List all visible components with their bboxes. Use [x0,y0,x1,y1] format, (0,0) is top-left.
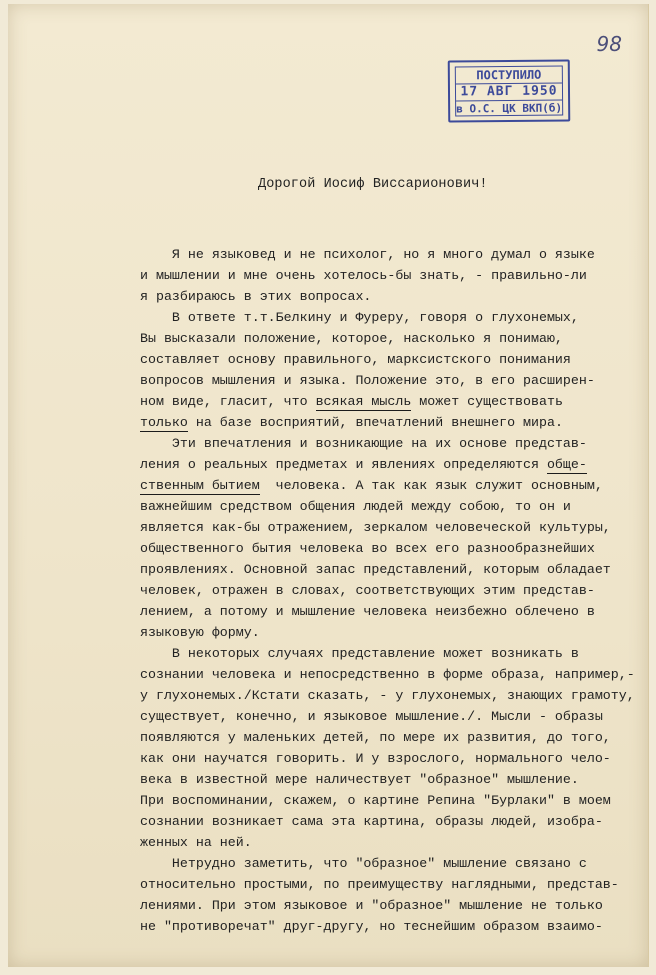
text-segment: ном виде, гласит, что [140,394,316,409]
text-segment: человека. А так как язык служит основным, [259,478,603,493]
text-line: Вы высказали положение, которое, насколько я понимаю, [140,331,563,346]
text-line [140,475,630,496]
text-line: вопросов мышления и языка. Положение это, в его расширен- [140,373,595,388]
text-line: В ответе т.т.Белкину и Фуреру, говоря о глухонемых, [140,310,579,325]
text-line: лением, а потому и мышление человека неизбежно облечено в [140,604,595,619]
text-line: Эти впечатления и возникающие на их основе представ- [140,436,587,451]
stamp-line-date: 17 АВГ 1950 [456,84,562,102]
text-segment: может существовать [411,394,563,409]
page-number: 98 [596,32,622,56]
text-line: лениями. При этом языковое и "образное" мышление не только [140,898,603,913]
text-segment: ления о реальных предметах и явлениях определяются [140,457,547,472]
letter-body [140,244,635,937]
text-line: является как-бы отражением, зеркалом человеческой культуры, [140,520,611,535]
text-line: у глухонемых./Кстати сказать, - у глухонемых, знающих грамоту, [140,688,635,703]
text-line: важнейшим средством общения людей между собою, то он и [140,499,571,514]
text-line [140,454,630,475]
text-line: Нетрудно заметить, что "образное" мышление связано с [140,856,587,871]
text-line: века в известной мере наличествует "образное" мышление. [140,772,579,787]
text-line: составляет основу правильного, марксистского понимания [140,352,571,367]
text-line: При воспоминании, скажем, о картине Репина "Бурлаки" в моем [140,793,611,808]
text-line: женных на ней. [140,835,252,850]
letter-page [8,4,649,967]
text-line [140,412,630,433]
text-line: сознании человека и непосредственно в форме образа, например,- [140,667,635,682]
underlined-phrase: всякая мысль [315,394,412,409]
underlined-phrase: обще- [546,457,587,472]
stamp-line-office: в О.С. ЦК ВКП(б) [456,101,563,116]
underlined-phrase: только [140,415,188,430]
text-line: общественного бытия человека во всех его разнообразнейших [140,541,595,556]
text-line: и мышлении и мне очень хотелось-бы знать, - правильно-ли [140,268,587,283]
text-line: Я не языковед и не психолог, но я много думал о языке [140,247,595,262]
text-line: появляются у маленьких детей, по мере их развития, до того, [140,730,611,745]
underlined-phrase: ственным бытием [140,478,260,493]
text-line: языковую форму. [140,625,260,640]
text-line: как они научатся говорить. И у взрослого, нормального чело- [140,751,611,766]
text-line [140,391,630,412]
text-line: человек, отражен в словах, соответствующих этим представ- [140,583,595,598]
text-segment: на базе восприятий, впечатлений внешнего мира. [187,415,563,430]
stamp-line-received: ПОСТУПИЛО [456,67,562,85]
text-line: не "противоречат" друг-другу, но теснейшим образом взаимо- [140,919,603,934]
received-stamp [448,59,571,122]
text-line: относительно простыми, по преимуществу наглядными, представ- [140,877,619,892]
text-line: существует, конечно, и языковое мышление./. Мысли - образы [140,709,603,724]
text-line: я разбираюсь в этих вопросах. [140,289,372,304]
salutation: Дорогой Иосиф Виссарионович! [258,177,488,192]
text-line: проявлениях. Основной запас представлений, которым обладает [140,562,611,577]
text-line: сознании возникает сама эта картина, образы людей, изобра- [140,814,603,829]
text-line: В некоторых случаях представление может возникать в [140,646,579,661]
